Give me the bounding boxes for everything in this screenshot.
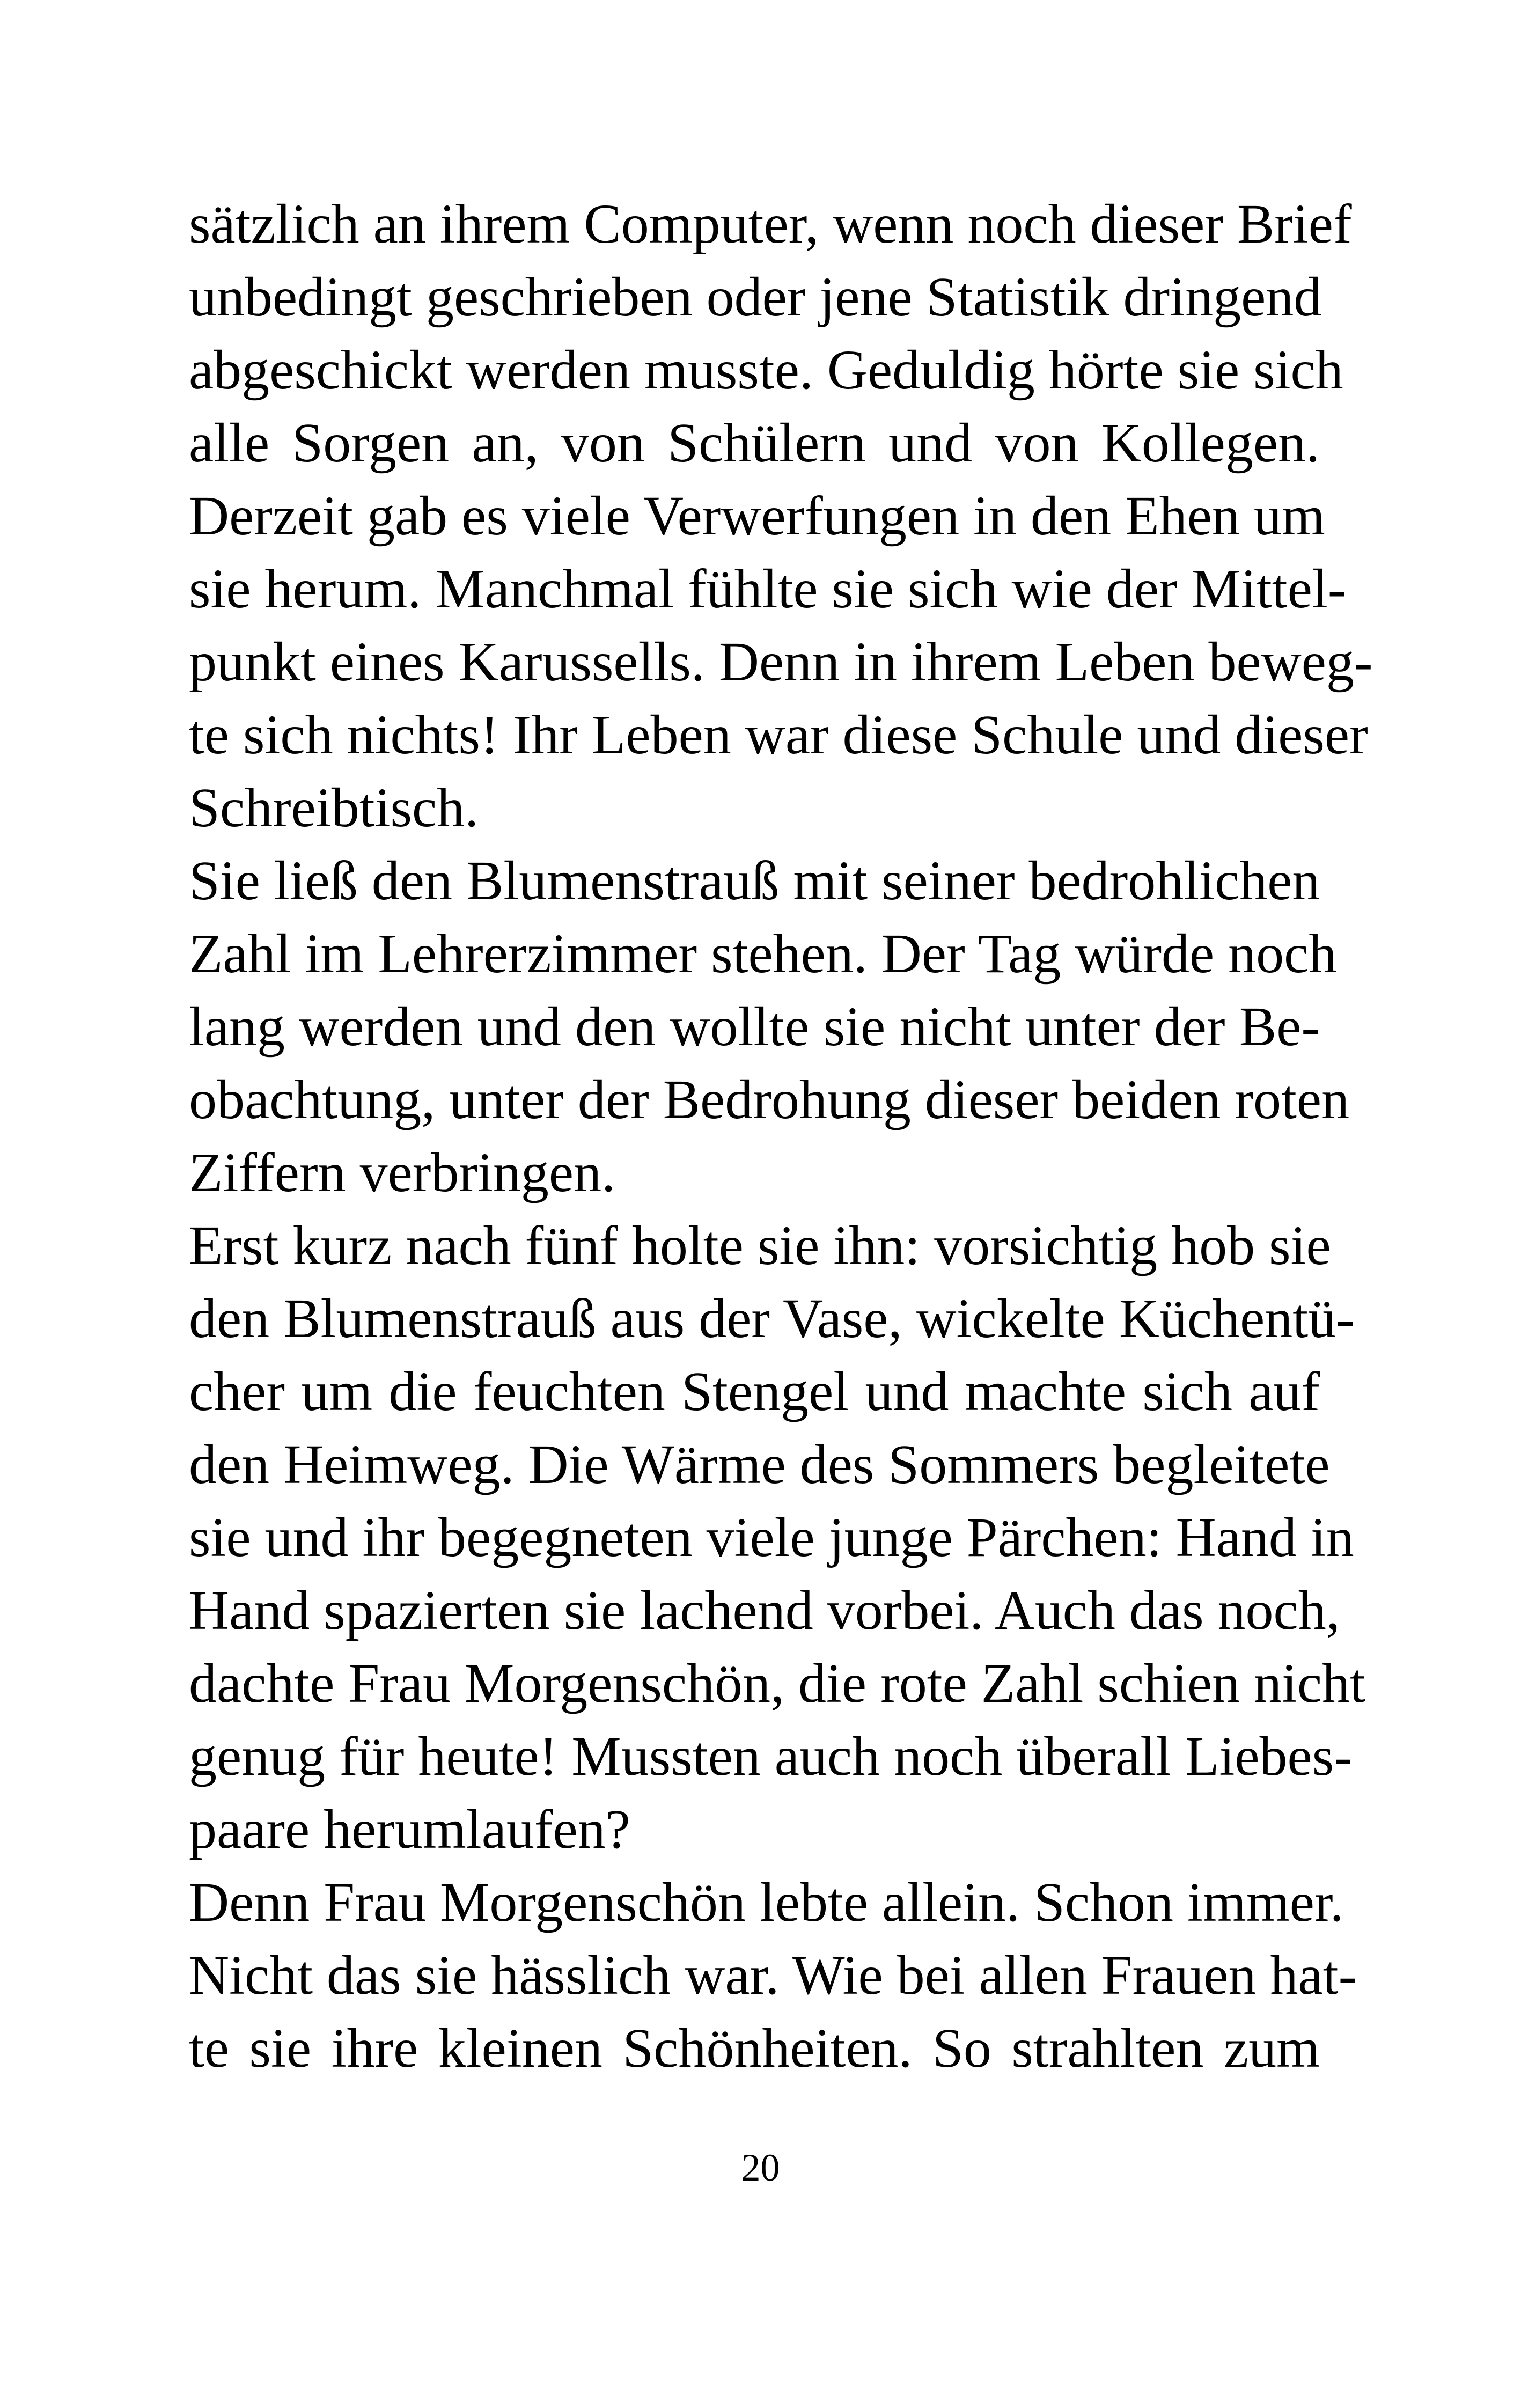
text-line: Ziffern verbringen.: [189, 1142, 616, 1203]
text-line: Derzeit gab es viele Verwerfungen in den Ehen um: [189, 485, 1325, 547]
text-line: dachte Frau Morgenschön, die rote Zahl schien nicht: [189, 1653, 1365, 1714]
text-line: genug für heute! Mussten auch noch überall Liebes-: [189, 1726, 1353, 1787]
text-line: lang werden und den wollte sie nicht unter der Be-: [189, 996, 1320, 1058]
text-line: Zahl im Lehrerzimmer stehen. Der Tag würde noch: [189, 923, 1337, 985]
page-number: 20: [741, 2146, 780, 2189]
text-line: Nicht das sie hässlich war. Wie bei allen Frauen hat-: [189, 1944, 1357, 2006]
text-line: Erst kurz nach fünf holte sie ihn: vorsichtig hob sie: [189, 1215, 1331, 1276]
text-line: Hand spazierten sie lachend vorbei. Auch das noch,: [189, 1580, 1340, 1641]
text-line: den Heimweg. Die Wärme des Sommers begleitete: [189, 1434, 1330, 1495]
text-line: Denn Frau Morgenschön lebte allein. Schon immer.: [189, 1871, 1344, 1933]
text-line: te sich nichts! Ihr Leben war diese Schule und dieser: [189, 704, 1368, 766]
text-line: paare herumlaufen?: [189, 1798, 630, 1860]
text-line: den Blumenstrauß aus der Vase, wickelte Küchentü-: [189, 1288, 1355, 1349]
text-line: cher um die feuchten Stengel und machte sich auf: [189, 1361, 1320, 1422]
text-line: abgeschickt werden musste. Geduldig hörte sie sich: [189, 339, 1343, 401]
text-line: Schreibtisch.: [189, 777, 479, 839]
text-line: sie herum. Manchmal fühlte sie sich wie der Mittel-: [189, 558, 1347, 620]
text-line: Sie ließ den Blumenstrauß mit seiner bedrohlichen: [189, 850, 1320, 912]
text-line: te sie ihre kleinen Schönheiten. So strahlten zum: [189, 2017, 1320, 2079]
text-line: sie und ihr begegneten viele junge Pärchen: Hand in: [189, 1507, 1354, 1568]
body-text: [189, 188, 1373, 2085]
text-line: unbedingt geschrieben oder jene Statistik dringend: [189, 266, 1322, 328]
text-line: obachtung, unter der Bedrohung dieser beiden roten: [189, 1069, 1350, 1130]
text-line: sätzlich an ihrem Computer, wenn noch dieser Brief: [189, 193, 1352, 255]
text-line: alle Sorgen an, von Schülern und von Kollegen.: [189, 412, 1320, 474]
text-line: punkt eines Karussells. Denn in ihrem Leben beweg-: [189, 631, 1373, 693]
